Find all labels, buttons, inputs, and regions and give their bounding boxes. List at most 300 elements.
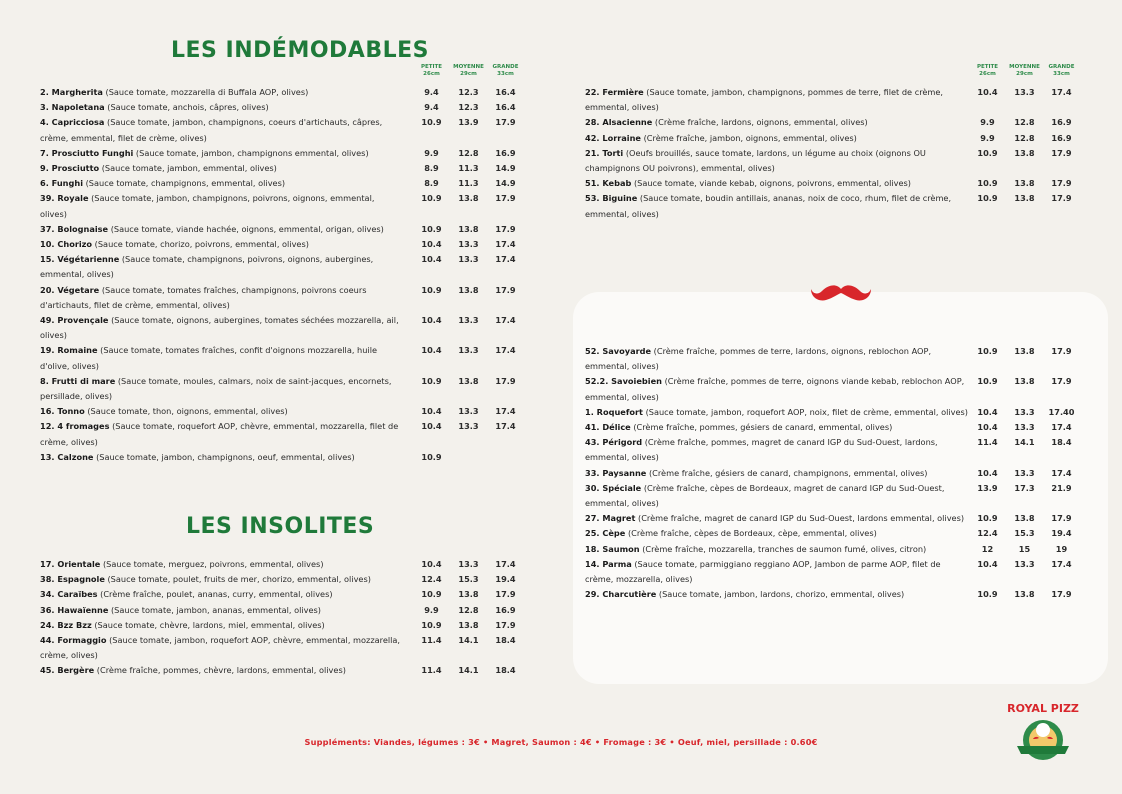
menu-item	[40, 587, 530, 602]
price-grande: 17.9	[1051, 346, 1072, 356]
price-petite: 10.4	[421, 254, 442, 265]
menu-item-ingredients: (Sauce tomate, parmiggiano reggiano AOP, Jambon de parme AOP, filet de crème, mozzarella, olives)	[585, 558, 941, 585]
menu-item-prices	[969, 85, 1080, 100]
price-moyenne: 13.8	[1014, 376, 1035, 387]
menu-item-prices	[969, 146, 1080, 161]
menu-item-ingredients: (Crème fraîche, poulet, ananas, curry, emmental, olives)	[97, 589, 333, 600]
menu-item	[40, 313, 530, 343]
price-moyenne: 13.3	[1014, 558, 1035, 569]
menu-item-prices	[413, 404, 524, 419]
menu-item-ingredients: (Crème fraîche, pommes, magret de canard IGP du Sud-Ouest, lardons, emmental, olives)	[585, 437, 938, 463]
menu-item-prices	[413, 663, 524, 678]
price-moyenne: 13.8	[458, 619, 479, 630]
price-moyenne: 13.8	[1014, 346, 1035, 356]
price-petite: 10.4	[421, 345, 442, 356]
price-moyenne: 13.3	[458, 345, 479, 356]
price-grande: 17.4	[495, 315, 516, 326]
price-grande: 17.9	[495, 589, 516, 600]
menu-item-text	[40, 633, 402, 663]
menu-item-prices	[413, 85, 524, 100]
price-moyenne: 13.3	[458, 254, 479, 265]
menu-item-name: 10. Chorizo	[40, 239, 93, 250]
menu-item-prices	[413, 419, 524, 434]
price-petite: 9.9	[424, 604, 439, 615]
price-grande: 17.9	[495, 117, 516, 128]
price-grande: 18.4	[495, 665, 516, 676]
menu-item-name: 36. Hawaïenne	[40, 604, 109, 615]
price-grande: 17.4	[495, 559, 516, 569]
menu-item-ingredients: (Crème fraîche, cèpes de Bordeaux, magret de canard IGP du Sud-Ouest, emmental, olives)	[585, 482, 945, 509]
menu-item	[40, 222, 530, 237]
menu-list-gourmets	[585, 344, 1095, 602]
price-moyenne: 13.8	[458, 284, 479, 295]
price-moyenne: 11.3	[458, 178, 479, 189]
menu-item-ingredients: (Sauce tomate, anchois, câpres, olives)	[104, 102, 269, 113]
menu-item	[585, 481, 1095, 511]
menu-item-ingredients: (Crème fraîche, cèpes de Bordeaux, cèpe, emmental, olives)	[625, 528, 877, 539]
menu-item-text	[585, 374, 968, 404]
menu-item	[585, 191, 1095, 221]
price-moyenne: 13.8	[1014, 178, 1035, 189]
size-petite-label: PETITE	[976, 64, 999, 70]
price-petite: 10.9	[421, 284, 442, 295]
price-grande: 17.9	[1051, 178, 1072, 189]
menu-item-text	[40, 100, 402, 115]
price-moyenne: 13.8	[1014, 513, 1035, 524]
menu-item-ingredients: (Sauce tomate, poulet, fruits de mer, chorizo, emmental, olives)	[104, 574, 371, 585]
price-petite: 13.9	[977, 482, 998, 493]
price-moyenne: 13.3	[1014, 406, 1035, 417]
menu-item-prices	[413, 313, 524, 328]
price-petite: 10.9	[977, 193, 998, 204]
menu-item-name: 24. Bzz Bzz	[40, 619, 92, 630]
price-petite: 11.4	[421, 665, 442, 676]
price-moyenne: 14.1	[458, 665, 479, 676]
menu-item-name: 34. Caraïbes	[40, 589, 98, 600]
menu-item-ingredients: (Sauce tomate, jambon, champignons emmental, olives)	[133, 147, 369, 158]
price-grande: 17.9	[1051, 147, 1072, 158]
menu-item-name: 1. Roquefort	[585, 406, 643, 417]
menu-item-text	[585, 420, 968, 435]
menu-item-name: 39. Royale	[40, 193, 89, 204]
menu-item-text	[585, 131, 955, 146]
price-petite: 10.9	[977, 178, 998, 189]
menu-item-prices	[969, 191, 1080, 206]
price-petite: 8.9	[424, 163, 439, 174]
menu-item	[40, 252, 530, 282]
menu-item	[40, 115, 530, 145]
menu-item-text	[40, 283, 402, 313]
menu-item-text	[585, 435, 968, 465]
menu-item	[40, 374, 530, 404]
price-grande: 16.9	[495, 147, 516, 158]
menu-item-ingredients: (Sauce tomate, mozzarella di Buffala AOP, olives)	[102, 87, 309, 97]
size-petite-cm: 26cm	[423, 71, 440, 77]
menu-item-name: 38. Espagnole	[40, 574, 105, 585]
size-grande-cm: 33cm	[1053, 71, 1070, 77]
price-grande: 17.9	[495, 193, 516, 204]
menu-item-prices	[969, 131, 1080, 146]
menu-item	[40, 419, 530, 449]
menu-item-prices	[969, 374, 1080, 389]
menu-item	[585, 587, 1095, 602]
menu-item	[585, 511, 1095, 526]
menu-item	[40, 100, 530, 115]
menu-item	[585, 526, 1095, 541]
menu-item-text	[40, 587, 402, 602]
price-grande: 17.9	[1051, 376, 1072, 387]
price-petite: 10.4	[977, 467, 998, 478]
menu-item-name: 4. Capricciosa	[40, 117, 105, 128]
price-grande: 16.4	[495, 102, 516, 113]
price-grande: 17.4	[1051, 467, 1072, 478]
menu-item	[40, 663, 530, 678]
price-moyenne: 15.3	[1014, 528, 1035, 539]
menu-item-text	[40, 161, 402, 176]
menu-item-ingredients: (Crème fraîche, magret de canard IGP du Sud-Ouest, lardons emmental, olives)	[635, 513, 965, 524]
price-grande: 16.9	[1051, 117, 1072, 128]
menu-item-text	[40, 146, 402, 161]
menu-item	[585, 176, 1095, 191]
price-moyenne: 13.8	[458, 193, 479, 204]
menu-item-prices	[969, 420, 1080, 435]
menu-item-name: 29. Charcutière	[585, 589, 657, 600]
menu-item-prices	[969, 435, 1080, 450]
menu-item-prices	[969, 176, 1080, 191]
price-petite: 10.4	[977, 422, 998, 433]
price-moyenne: 13.8	[1014, 193, 1035, 204]
menu-item	[40, 450, 530, 465]
price-petite: 11.4	[421, 635, 442, 646]
menu-item-ingredients: (Sauce tomate, merguez, poivrons, emmental, olives)	[100, 559, 324, 569]
menu-item	[40, 176, 530, 191]
menu-item-name: 52. Savoyarde	[585, 346, 652, 356]
menu-item-name: 19. Romaine	[40, 345, 98, 356]
price-grande: 21.9	[1051, 482, 1072, 493]
menu-item	[585, 557, 1095, 587]
menu-item-text	[40, 313, 402, 343]
menu-item-name: 14. Parma	[585, 558, 632, 569]
menu-item-text	[585, 542, 968, 557]
price-grande: 16.9	[495, 604, 516, 615]
menu-item-ingredients: (Sauce tomate, champignons, emmental, olives)	[83, 178, 286, 189]
menu-item-name: 25. Cèpe	[585, 528, 626, 539]
price-moyenne: 12.3	[458, 102, 479, 113]
size-petite-label: PETITE	[420, 64, 443, 70]
menu-item-text	[585, 146, 955, 176]
menu-item-name: 21. Torti	[585, 147, 624, 158]
size-moyenne-label: MOYENNE	[453, 64, 484, 70]
price-grande: 19	[1055, 543, 1068, 554]
menu-item-name: 13. Calzone	[40, 451, 94, 462]
price-moyenne: 13.8	[1014, 589, 1035, 600]
menu-item-ingredients: (Crème fraîche, pommes, chèvre, lardons, emmental, olives)	[94, 665, 346, 676]
menu-item-name: 7. Prosciutto Funghi	[40, 147, 134, 158]
menu-item-name: 30. Spéciale	[585, 482, 642, 493]
menu-item	[585, 466, 1095, 481]
menu-item-prices	[413, 100, 524, 115]
menu-item-name: 53. Biguine	[585, 193, 638, 204]
menu-item-ingredients: (Crème fraîche, lardons, oignons, emmental, olives)	[652, 117, 868, 128]
size-header-right	[969, 64, 1080, 78]
menu-item-ingredients: (Sauce tomate, moules, calmars, noix de saint-jacques, encornets, persillade, olives)	[40, 375, 392, 402]
menu-item-name: 28. Alsacienne	[585, 117, 653, 128]
menu-item-name: 20. Végetare	[40, 284, 100, 295]
menu-item-text	[585, 511, 968, 526]
price-petite: 10.9	[421, 619, 442, 630]
menu-item	[585, 542, 1095, 557]
price-petite: 10.9	[977, 147, 998, 158]
price-petite: 10.9	[977, 513, 998, 524]
menu-item	[40, 161, 530, 176]
menu-item-ingredients: (Crème fraîche, mozzarella, tranches de saumon fumé, olives, citron)	[639, 543, 927, 554]
price-moyenne: 13.3	[458, 239, 479, 250]
price-petite: 10.9	[421, 193, 442, 204]
price-moyenne: 13.3	[1014, 87, 1035, 97]
price-petite: 10.9	[977, 376, 998, 387]
price-grande: 17.40	[1048, 406, 1075, 417]
menu-item-text	[40, 237, 402, 252]
menu-item-ingredients: (Sauce tomate, jambon, roquefort AOP, noix, filet de crème, emmental, olives)	[642, 406, 968, 417]
size-moyenne-label: MOYENNE	[1009, 64, 1040, 70]
price-grande: 19.4	[1051, 528, 1072, 539]
menu-item-prices	[969, 405, 1080, 420]
price-petite: 12.4	[977, 528, 998, 539]
supplements-note: Suppléments: Viandes, légumes : 3€ • Magret, Saumon : 4€ • Fromage : 3€ • Oeuf, miel, persillade : 0.60€	[304, 737, 818, 747]
price-grande: 14.9	[495, 163, 516, 174]
price-grande: 17.4	[1051, 558, 1072, 569]
menu-item-ingredients: (Crème fraîche, pommes de terre, oignons viande kebab, reblochon AOP, emmental, olives)	[585, 376, 965, 402]
price-grande: 18.4	[495, 635, 516, 646]
menu-item-text	[585, 176, 955, 191]
menu-item-name: 17. Orientale	[40, 559, 101, 569]
menu-item-ingredients: (Sauce tomate, jambon, champignons, oeuf, emmental, olives)	[93, 451, 355, 462]
price-grande: 17.4	[495, 254, 516, 265]
menu-item-prices	[413, 587, 524, 602]
menu-item-prices	[413, 450, 524, 465]
menu-item-ingredients: (Sauce tomate, tomates fraîches, champignons, poivrons coeurs d'artichauts, filet de crème, emmental, olives)	[40, 284, 367, 310]
price-grande: 19.4	[495, 574, 516, 585]
menu-item-prices	[969, 557, 1080, 572]
menu-item-prices	[413, 115, 524, 130]
menu-item-name: 42. Lorraine	[585, 132, 641, 143]
price-moyenne: 12.8	[1014, 132, 1035, 143]
price-moyenne: 14.1	[1014, 437, 1035, 448]
menu-item-name: 45. Bergère	[40, 665, 95, 676]
price-moyenne: 13.3	[458, 315, 479, 326]
price-moyenne: 13.3	[458, 421, 479, 432]
menu-item-ingredients: (Sauce tomate, jambon, champignons, pommes de terre, filet de crème, emmental, olives)	[585, 87, 944, 113]
price-moyenne: 17.3	[1014, 482, 1035, 493]
menu-item	[40, 237, 530, 252]
size-header-left	[413, 64, 524, 78]
menu-item	[40, 618, 530, 633]
price-petite: 10.4	[977, 558, 998, 569]
menu-item-prices	[413, 146, 524, 161]
price-moyenne: 12.8	[1014, 117, 1035, 128]
price-grande	[487, 450, 524, 465]
menu-item-ingredients: (Sauce tomate, roquefort AOP, chèvre, emmental, mozzarella, filet de crème, olives)	[40, 421, 399, 447]
menu-item-prices	[413, 161, 524, 176]
menu-item-text	[40, 419, 402, 449]
size-petite-cm: 26cm	[979, 71, 996, 77]
menu-item-prices	[969, 115, 1080, 130]
price-petite: 9.4	[424, 87, 439, 97]
price-petite: 10.4	[421, 315, 442, 326]
menu-item-prices	[413, 374, 524, 389]
price-moyenne: 13.8	[1014, 147, 1035, 158]
menu-item-name: 8. Frutti di mare	[40, 375, 116, 386]
menu-item-name: 15. Végétarienne	[40, 254, 120, 265]
menu-item-text	[585, 344, 968, 374]
price-petite: 10.9	[421, 451, 442, 462]
menu-item-text	[40, 557, 402, 572]
price-moyenne: 15	[1018, 543, 1031, 554]
price-petite: 8.9	[424, 178, 439, 189]
price-moyenne: 13.8	[458, 223, 479, 234]
menu-item	[40, 572, 530, 587]
price-moyenne: 12.8	[458, 604, 479, 615]
menu-item-name: 33. Paysanne	[585, 467, 647, 478]
menu-item-name: 9. Prosciutto	[40, 163, 100, 174]
menu-item-prices	[413, 557, 524, 572]
menu-item	[585, 420, 1095, 435]
menu-item-name: 37. Bolognaise	[40, 223, 109, 234]
price-petite: 9.9	[424, 147, 439, 158]
menu-item-name: 49. Provençale	[40, 315, 109, 326]
menu-item-text	[585, 481, 968, 511]
menu-item-prices	[413, 572, 524, 587]
menu-item	[585, 115, 1095, 130]
menu-item-name: 6. Funghi	[40, 178, 83, 189]
menu-item-text	[585, 85, 955, 115]
menu-item-name: 44. Formaggio	[40, 635, 107, 646]
menu-item-prices	[413, 191, 524, 206]
menu-list-right-top	[585, 85, 1095, 222]
price-moyenne: 11.3	[458, 163, 479, 174]
price-petite: 10.4	[421, 239, 442, 250]
menu-item	[40, 557, 530, 572]
menu-item-text	[585, 587, 968, 602]
price-petite: 10.4	[421, 406, 442, 417]
menu-item-prices	[413, 618, 524, 633]
menu-item-prices	[413, 633, 524, 648]
menu-item-name: 43. Périgord	[585, 437, 643, 448]
price-petite: 9.9	[980, 117, 995, 128]
menu-item-ingredients: (Crème fraîche, gésiers de canard, champignons, emmental, olives)	[646, 467, 928, 478]
price-grande: 17.9	[1051, 589, 1072, 600]
menu-item-ingredients: (Sauce tomate, viande kebab, oignons, poivrons, emmental, olives)	[631, 178, 911, 189]
menu-list-indemodables	[40, 85, 530, 465]
menu-item-name: 3. Napoletana	[40, 102, 105, 113]
menu-item	[40, 404, 530, 419]
menu-item-text	[40, 572, 402, 587]
mustache-icon	[810, 283, 872, 303]
menu-item-name: 16. Tonno	[40, 406, 85, 417]
price-grande: 18.4	[1051, 437, 1072, 448]
menu-item-text	[40, 343, 402, 373]
menu-item-ingredients: (Sauce tomate, jambon, roquefort AOP, chèvre, emmental, mozzarella, crème, olives)	[40, 635, 401, 661]
price-grande: 17.4	[495, 345, 516, 356]
menu-item-text	[585, 191, 955, 221]
menu-item	[585, 435, 1095, 465]
menu-item-prices	[413, 176, 524, 191]
menu-item-ingredients: (Sauce tomate, boudin antillais, ananas, noix de coco, rhum, filet de crème, emmental, olives)	[585, 193, 952, 219]
menu-item-prices	[413, 603, 524, 618]
menu-item-ingredients: (Sauce tomate, jambon, champignons, poivrons, oignons, emmental, olives)	[40, 193, 375, 219]
menu-item	[585, 146, 1095, 176]
price-grande: 17.9	[495, 284, 516, 295]
menu-item-prices	[969, 526, 1080, 541]
size-moyenne-cm: 29cm	[1016, 71, 1033, 77]
menu-item-text	[585, 557, 968, 587]
price-moyenne: 15.3	[458, 574, 479, 585]
menu-item-ingredients: (Sauce tomate, jambon, ananas, emmental, olives)	[108, 604, 321, 615]
price-petite: 10.9	[977, 589, 998, 600]
menu-item-prices	[969, 481, 1080, 496]
price-grande: 16.4	[495, 87, 516, 97]
price-grande: 17.4	[495, 239, 516, 250]
menu-item-name: 22. Fermière	[585, 87, 644, 97]
price-moyenne: 13.9	[458, 117, 479, 128]
menu-item-name: 12. 4 fromages	[40, 421, 110, 432]
menu-item-text	[40, 115, 402, 145]
price-petite: 10.9	[421, 375, 442, 386]
price-petite: 11.4	[977, 437, 998, 448]
menu-item-prices	[413, 222, 524, 237]
price-grande: 17.9	[495, 375, 516, 386]
size-grande-label: GRANDE	[1048, 64, 1075, 70]
price-petite: 10.9	[977, 346, 998, 356]
menu-item	[40, 146, 530, 161]
menu-item-ingredients: (Sauce tomate, jambon, lardons, chorizo, emmental, olives)	[656, 589, 905, 600]
price-moyenne: 13.8	[458, 589, 479, 600]
section-title-indemodables: LES INDÉMODABLES	[171, 38, 429, 63]
price-petite: 10.4	[421, 559, 442, 569]
price-grande: 17.4	[1051, 87, 1072, 97]
menu-item-ingredients: (Sauce tomate, jambon, champignons, coeurs d'artichauts, câpres, crème, emmental, filet de crème, olives)	[40, 117, 383, 143]
price-moyenne: 12.3	[458, 87, 479, 97]
menu-item-text	[40, 663, 402, 678]
size-grande-label: GRANDE	[492, 64, 519, 70]
size-moyenne-cm: 29cm	[460, 71, 477, 77]
price-moyenne: 13.3	[1014, 467, 1035, 478]
menu-item-name: 51. Kebab	[585, 178, 632, 189]
price-petite: 9.4	[424, 102, 439, 113]
menu-item-name: 27. Magret	[585, 513, 636, 524]
price-petite: 10.4	[977, 406, 998, 417]
menu-item	[40, 191, 530, 221]
price-grande: 17.4	[495, 421, 516, 432]
menu-item	[40, 343, 530, 373]
menu-item-prices	[413, 343, 524, 358]
menu-item-prices	[969, 511, 1080, 526]
menu-item-text	[40, 191, 402, 221]
menu-item-ingredients: (Oeufs brouillés, sauce tomate, lardons, un légume au choix (oignons OU champignons OU poivrons), emmental, olives)	[585, 147, 926, 174]
menu-item-text	[40, 176, 402, 191]
section-title-insolites: LES INSOLITES	[186, 514, 375, 539]
menu-item-ingredients: (Sauce tomate, oignons, aubergines, tomates séchées mozzarella, ail, olives)	[40, 315, 399, 341]
royal-pizz-logo	[1003, 700, 1083, 764]
menu-item	[40, 603, 530, 618]
menu-item-prices	[969, 466, 1080, 481]
logo-text: ROYAL PIZZ	[1007, 702, 1079, 715]
menu-item-text	[40, 85, 402, 100]
price-moyenne: 13.3	[458, 559, 479, 569]
price-moyenne: 12.8	[458, 147, 479, 158]
menu-item	[40, 633, 530, 663]
menu-item-text	[40, 222, 402, 237]
